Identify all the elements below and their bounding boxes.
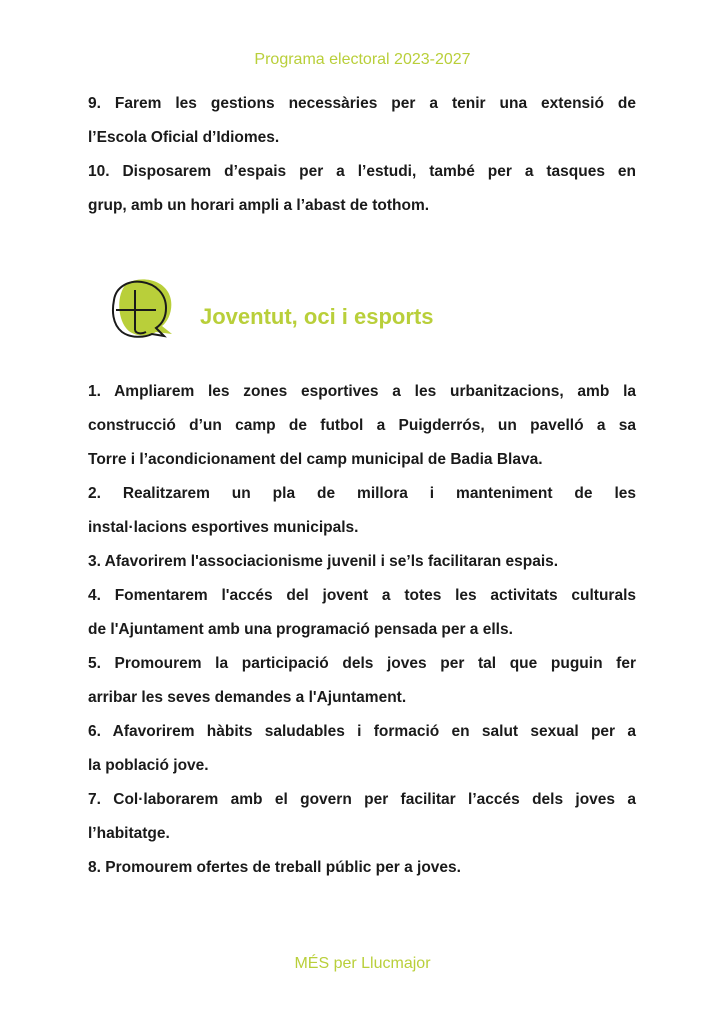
list-item-10	[88, 155, 636, 223]
section-list	[88, 375, 636, 885]
list-item-line: 8. Promourem ofertes de treball públic per a joves.	[88, 859, 461, 876]
page-header: Programa electoral 2023-2027	[254, 51, 471, 68]
previous-section-list	[88, 87, 636, 223]
list-item-line: instal·lacions esportives municipals.	[88, 519, 359, 536]
list-item-line: 4. Fomentarem l'accés del jovent a totes les activitats culturals	[88, 587, 636, 604]
list-item-line: l’Escola Oficial d’Idiomes.	[88, 129, 280, 146]
list-item-9	[88, 87, 636, 155]
list-item-1	[88, 375, 636, 477]
list-item-line: construcció d’un camp de futbol a Puigderrós, un pavelló a sa	[88, 417, 636, 434]
list-item-line: Torre i l’acondicionament del camp municipal de Badia Blava.	[88, 451, 543, 468]
list-item-line: 3. Afavorirem l'associacionisme juvenil i se’ls facilitaran espais.	[88, 553, 559, 570]
list-item-8	[88, 851, 636, 885]
section-heading	[104, 275, 725, 345]
list-item-line: arribar les seves demandes a l'Ajuntament.	[88, 689, 407, 706]
list-item-5	[88, 647, 636, 715]
list-item-2	[88, 477, 636, 545]
page-footer: MÉS per Llucmajor	[294, 955, 431, 972]
list-item-line: 5. Promourem la participació dels joves per tal que puguin fer	[88, 655, 636, 672]
list-item-line: grup, amb un horari ampli a l’abast de tothom.	[88, 197, 430, 214]
list-item-line: 7. Col·laborarem amb el govern per facilitar l’accés dels joves a	[88, 791, 636, 808]
list-item-line: l’habitatge.	[88, 825, 170, 842]
list-item-7	[88, 783, 636, 851]
speech-bubble-plus-icon	[104, 276, 176, 344]
list-item-line: 9. Farem les gestions necessàries per a tenir una extensió de	[88, 95, 636, 112]
section-title: Joventut, oci i esports	[200, 304, 434, 329]
list-item-line: la població jove.	[88, 757, 209, 774]
list-item-6	[88, 715, 636, 783]
list-item-line: 1. Ampliarem les zones esportives a les urbanitzacions, amb la	[88, 383, 636, 400]
list-item-4	[88, 579, 636, 647]
list-item-line: de l'Ajuntament amb una programació pensada per a ells.	[88, 621, 513, 638]
list-item-line: 2. Realitzarem un pla de millora i manteniment de les	[88, 485, 636, 502]
list-item-3	[88, 545, 636, 579]
list-item-line: 6. Afavorirem hàbits saludables i formació en salut sexual per a	[88, 723, 636, 740]
list-item-line: 10. Disposarem d’espais per a l’estudi, també per a tasques en	[88, 163, 636, 180]
